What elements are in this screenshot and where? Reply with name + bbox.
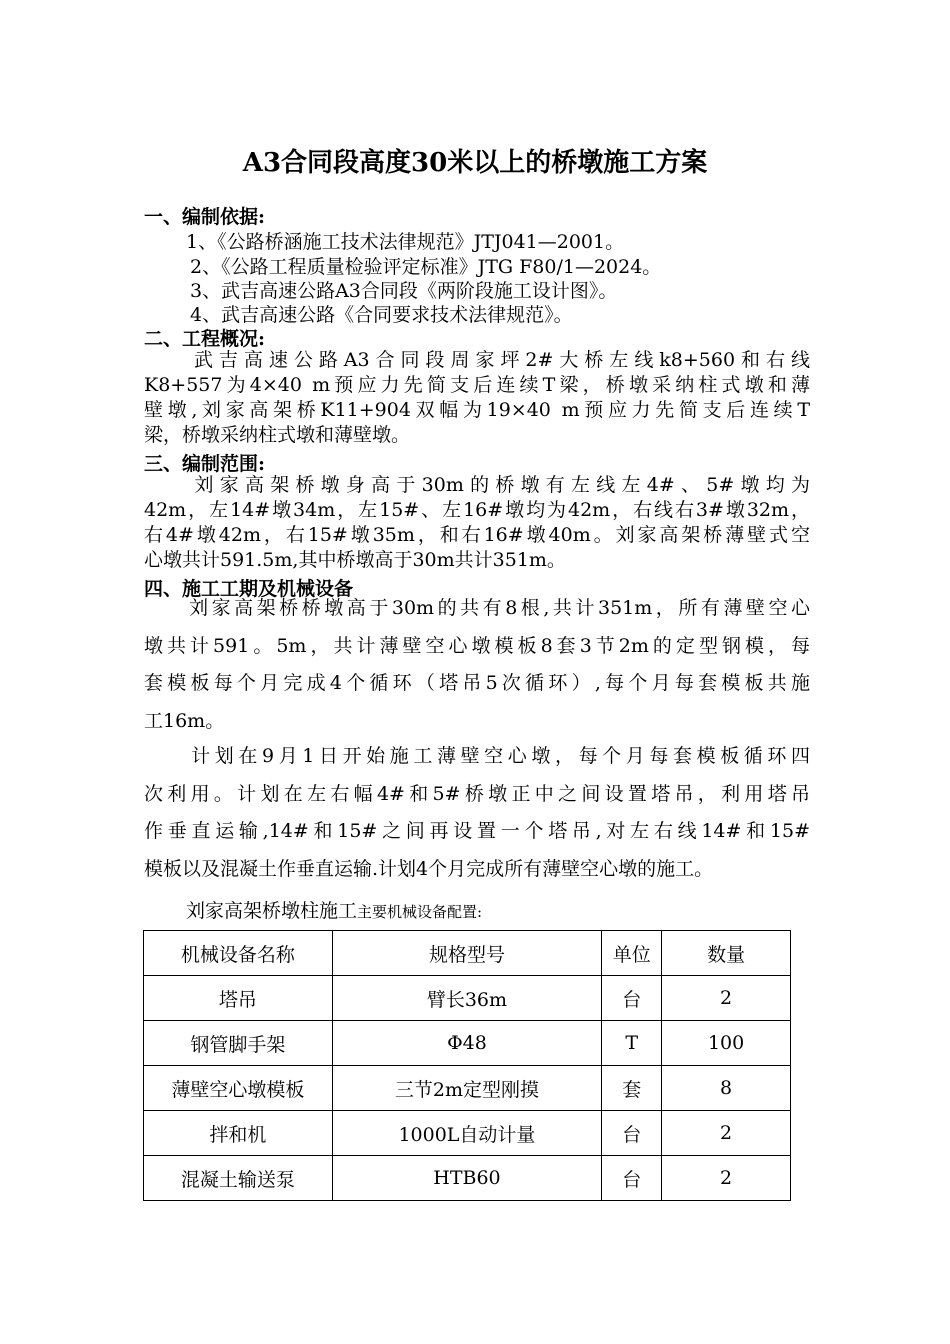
cell-spec-model: 1000L自动计量 bbox=[332, 1111, 602, 1156]
overview-line: 壁墩,刘家高架桥K11+904双幅为19×40 m预应力先简支后连续T bbox=[144, 399, 810, 421]
section-heading-overview: 二、工程概况: bbox=[144, 328, 266, 350]
schedule-line: 模板以及混凝土作垂直运输.计划4个月完成所有薄壁空心墩的施工。 bbox=[144, 857, 714, 880]
header-equipment-name: 机械设备名称 bbox=[144, 931, 333, 976]
scope-line: 右4#墩42m，右15#墩35m，和右16#墩40m。刘家高架桥薄壁式空 bbox=[144, 524, 810, 546]
basis-item-2: 2、《公路工程质量检验评定标准》JTG F80/1—2024。 bbox=[190, 256, 662, 278]
cell-unit: 台 bbox=[602, 1156, 662, 1201]
cell-quantity: 2 bbox=[662, 1111, 791, 1156]
schedule-line: 计划在9月1日开始施工薄壁空心墩，每个月每套模板循环四 bbox=[144, 745, 810, 767]
equipment-table bbox=[143, 930, 791, 1201]
schedule-line: 工16m。 bbox=[144, 709, 225, 732]
schedule-paragraph-2 bbox=[144, 738, 810, 888]
schedule-line: 次利用。计划在左右幅4#和5#桥墩正中之间设置塔吊，利用塔吊 bbox=[144, 782, 810, 805]
header-unit: 单位 bbox=[602, 931, 662, 976]
basis-item-3: 3、武吉高速公路A3合同段《两阶段施工设计图》。 bbox=[190, 280, 618, 302]
schedule-line: 墩共计591。5m，共计薄壁空心墩模板8套3节2m的定型钢模，每 bbox=[144, 634, 810, 657]
cell-unit: 套 bbox=[602, 1066, 662, 1111]
cell-quantity: 100 bbox=[662, 1021, 791, 1066]
table-row bbox=[144, 1111, 791, 1156]
section-heading-schedule: 四、施工工期及机械设备 bbox=[144, 578, 354, 600]
header-quantity: 数量 bbox=[662, 931, 791, 976]
header-spec-model: 规格型号 bbox=[332, 931, 602, 976]
cell-equipment-name: 薄壁空心墩模板 bbox=[144, 1066, 333, 1111]
schedule-line: 套模板每个月完成4个循环（塔吊5次循环）,每个月每套模板共施 bbox=[144, 672, 810, 694]
page-title: A3合同段高度30米以上的桥墩施工方案 bbox=[242, 148, 708, 178]
table-row bbox=[144, 976, 791, 1021]
cell-equipment-name: 钢管脚手架 bbox=[144, 1021, 333, 1066]
overview-line: 梁，桥墩采纳柱式墩和薄壁墩。 bbox=[144, 424, 411, 446]
cell-quantity: 2 bbox=[662, 1156, 791, 1201]
cell-spec-model: Φ48 bbox=[332, 1021, 602, 1066]
cell-spec-model: 三节2m定型刚摸 bbox=[332, 1066, 602, 1111]
scope-line: 刘家高架桥墩身高于30m的桥墩有左线左4#、5#墩均为 bbox=[144, 474, 810, 496]
cell-equipment-name: 塔吊 bbox=[144, 976, 333, 1021]
cell-quantity: 2 bbox=[662, 976, 791, 1021]
overview-paragraph bbox=[144, 348, 810, 448]
basis-item-4: 4、武吉高速公路《合同要求技术法律规范》。 bbox=[190, 304, 573, 326]
table-row bbox=[144, 1021, 791, 1066]
cell-unit: T bbox=[602, 1021, 662, 1066]
table-row bbox=[144, 1066, 791, 1111]
cell-spec-model: HTB60 bbox=[332, 1156, 602, 1201]
section-heading-scope: 三、编制范围: bbox=[144, 453, 266, 475]
caption-small: 主要机械设备配置: bbox=[357, 903, 483, 921]
schedule-line: 作垂直运输,14#和15#之间再设置一个塔吊,对左右线14#和15# bbox=[144, 820, 810, 842]
schedule-line: 刘家高架桥桥墩高于30m的共有8根,共计351m，所有薄壁空心 bbox=[144, 597, 810, 619]
cell-spec-model: 臂长36m bbox=[332, 976, 602, 1021]
table-header-row bbox=[144, 931, 791, 976]
overview-line: 武吉高速公路A3合同段周家坪2#大桥左线k8+560和右线 bbox=[144, 349, 810, 371]
table-caption bbox=[186, 896, 482, 923]
scope-paragraph bbox=[144, 473, 810, 573]
overview-line: K8+557为4×40 m预应力先简支后连续T梁，桥墩采纳柱式墩和薄 bbox=[144, 374, 810, 396]
scope-line: 42m，左14#墩34m，左15#、左16#墩均为42m，右线右3#墩32m， bbox=[144, 499, 810, 521]
cell-equipment-name: 混凝土输送泵 bbox=[144, 1156, 333, 1201]
schedule-paragraph-1 bbox=[144, 590, 810, 740]
cell-quantity: 8 bbox=[662, 1066, 791, 1111]
cell-unit: 台 bbox=[602, 976, 662, 1021]
table-row bbox=[144, 1156, 791, 1201]
scope-line: 心墩共计591.5m,其中桥墩高于30m共计351m。 bbox=[144, 549, 566, 571]
section-heading-basis: 一、编制依据: bbox=[144, 206, 266, 228]
basis-item-1: 1、《公路桥涵施工技术法律规范》JTJ041—2001。 bbox=[186, 231, 625, 253]
cell-unit: 台 bbox=[602, 1111, 662, 1156]
caption-main: 刘家高架桥墩柱施工 bbox=[186, 900, 358, 922]
cell-equipment-name: 拌和机 bbox=[144, 1111, 333, 1156]
